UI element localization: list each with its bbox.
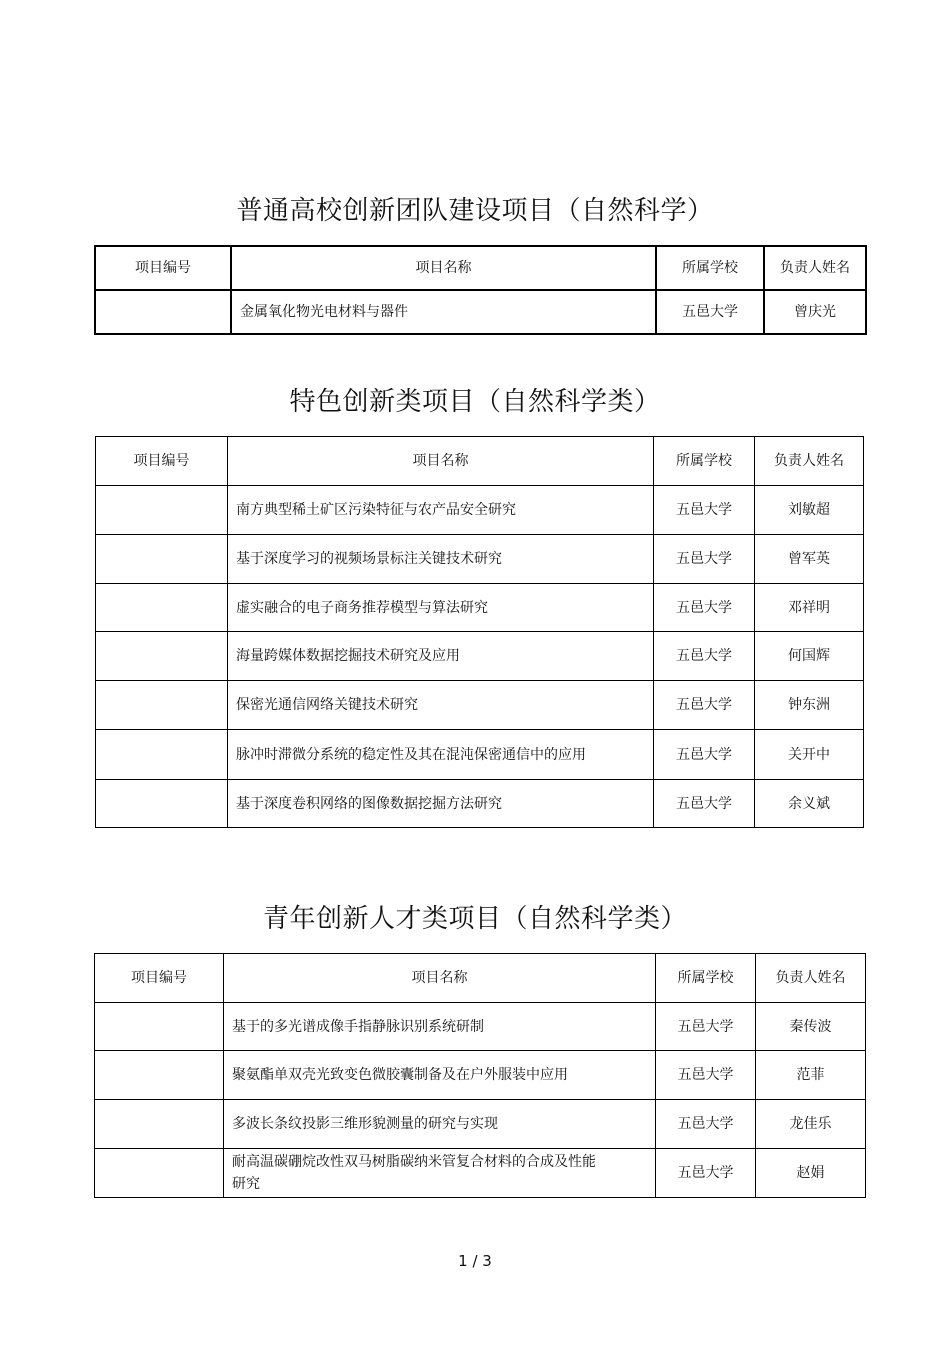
- leader-cell: 赵娟: [756, 1149, 866, 1198]
- school-cell: 五邑大学: [654, 780, 755, 828]
- project-id-cell: [96, 632, 228, 681]
- project-id-cell: [96, 584, 228, 632]
- project-id-cell: [95, 1149, 224, 1198]
- table-row: [96, 780, 864, 828]
- section-title-team: 普通高校创新团队建设项目（自然科学）: [236, 196, 714, 226]
- project-name-cell: 基于的多光谱成像手指静脉识别系统研制: [224, 1003, 656, 1051]
- school-cell: 五邑大学: [654, 535, 755, 584]
- table-header-row: [95, 954, 866, 1003]
- header-project-id: 项目编号: [95, 954, 224, 1003]
- header-school: 所属学校: [656, 246, 764, 290]
- project-name-cell: 聚氨酯单双壳光致变色微胶囊制备及在户外服装中应用: [224, 1051, 656, 1100]
- leader-cell: 关开中: [755, 730, 864, 780]
- project-id-cell: [95, 290, 231, 334]
- project-id-cell: [96, 780, 228, 828]
- school-cell: 五邑大学: [656, 1003, 756, 1051]
- project-id-cell: [95, 1003, 224, 1051]
- leader-cell: 钟东洲: [755, 681, 864, 730]
- leader-cell: 何国辉: [755, 632, 864, 681]
- table-row: [95, 1100, 866, 1149]
- project-name-cell: 脉冲时滞微分系统的稳定性及其在混沌保密通信中的应用: [228, 730, 654, 780]
- table-row: [95, 1149, 866, 1198]
- section-title-featured: 特色创新类项目（自然科学类）: [289, 387, 661, 417]
- header-project-name: 项目名称: [228, 437, 654, 486]
- school-cell: 五邑大学: [654, 486, 755, 535]
- header-school: 所属学校: [656, 954, 756, 1003]
- project-id-cell: [96, 681, 228, 730]
- leader-cell: 邓祥明: [755, 584, 864, 632]
- school-cell: 五邑大学: [656, 1051, 756, 1100]
- project-name-cell: 基于深度学习的视频场景标注关键技术研究: [228, 535, 654, 584]
- leader-cell: 范菲: [756, 1051, 866, 1100]
- project-name-cell: 耐高温碳硼烷改性双马树脂碳纳米管复合材料的合成及性能研究: [224, 1149, 656, 1198]
- project-id-cell: [95, 1051, 224, 1100]
- project-name-cell: 基于深度卷积网络的图像数据挖掘方法研究: [228, 780, 654, 828]
- project-id-cell: [96, 486, 228, 535]
- header-leader: 负责人姓名: [764, 246, 866, 290]
- table-row: [96, 535, 864, 584]
- school-cell: 五邑大学: [656, 1100, 756, 1149]
- school-cell: 五邑大学: [654, 632, 755, 681]
- table-row: [95, 1003, 866, 1051]
- table-row: [96, 730, 864, 780]
- team-projects-table: [94, 245, 867, 335]
- project-name-cell: 保密光通信网络关键技术研究: [228, 681, 654, 730]
- school-cell: 五邑大学: [654, 730, 755, 780]
- table-row: [96, 584, 864, 632]
- project-name-cell: 南方典型稀土矿区污染特征与农产品安全研究: [228, 486, 654, 535]
- school-cell: 五邑大学: [656, 1149, 756, 1198]
- leader-cell: 龙佳乐: [756, 1100, 866, 1149]
- table-row: [96, 486, 864, 535]
- school-cell: 五邑大学: [654, 584, 755, 632]
- header-leader: 负责人姓名: [755, 437, 864, 486]
- leader-cell: 刘敏超: [755, 486, 864, 535]
- leader-cell: 余义斌: [755, 780, 864, 828]
- header-project-name: 项目名称: [231, 246, 656, 290]
- school-cell: 五邑大学: [654, 681, 755, 730]
- project-name-cell: 海量跨媒体数据挖掘技术研究及应用: [228, 632, 654, 681]
- header-project-id: 项目编号: [95, 246, 231, 290]
- header-leader: 负责人姓名: [756, 954, 866, 1003]
- project-id-cell: [96, 730, 228, 780]
- table-row: [96, 632, 864, 681]
- featured-projects-table: [95, 436, 864, 828]
- table-header-row: [95, 246, 866, 290]
- header-school: 所属学校: [654, 437, 755, 486]
- school-cell: 五邑大学: [656, 290, 764, 334]
- table-header-row: [96, 437, 864, 486]
- table-row: [95, 1051, 866, 1100]
- table-row: [95, 290, 866, 334]
- section-title-young-talent: 青年创新人才类项目（自然科学类）: [262, 904, 687, 934]
- table-row: [96, 681, 864, 730]
- leader-cell: 曾庆光: [764, 290, 866, 334]
- page-number: 1 / 3: [458, 1252, 492, 1270]
- project-name-cell: 金属氧化物光电材料与器件: [231, 290, 656, 334]
- project-id-cell: [96, 535, 228, 584]
- young-talent-projects-table: [94, 953, 866, 1198]
- project-name-cell: 多波长条纹投影三维形貌测量的研究与实现: [224, 1100, 656, 1149]
- leader-cell: 曾军英: [755, 535, 864, 584]
- project-id-cell: [95, 1100, 224, 1149]
- project-name-cell: 虚实融合的电子商务推荐模型与算法研究: [228, 584, 654, 632]
- header-project-name: 项目名称: [224, 954, 656, 1003]
- header-project-id: 项目编号: [96, 437, 228, 486]
- leader-cell: 秦传波: [756, 1003, 866, 1051]
